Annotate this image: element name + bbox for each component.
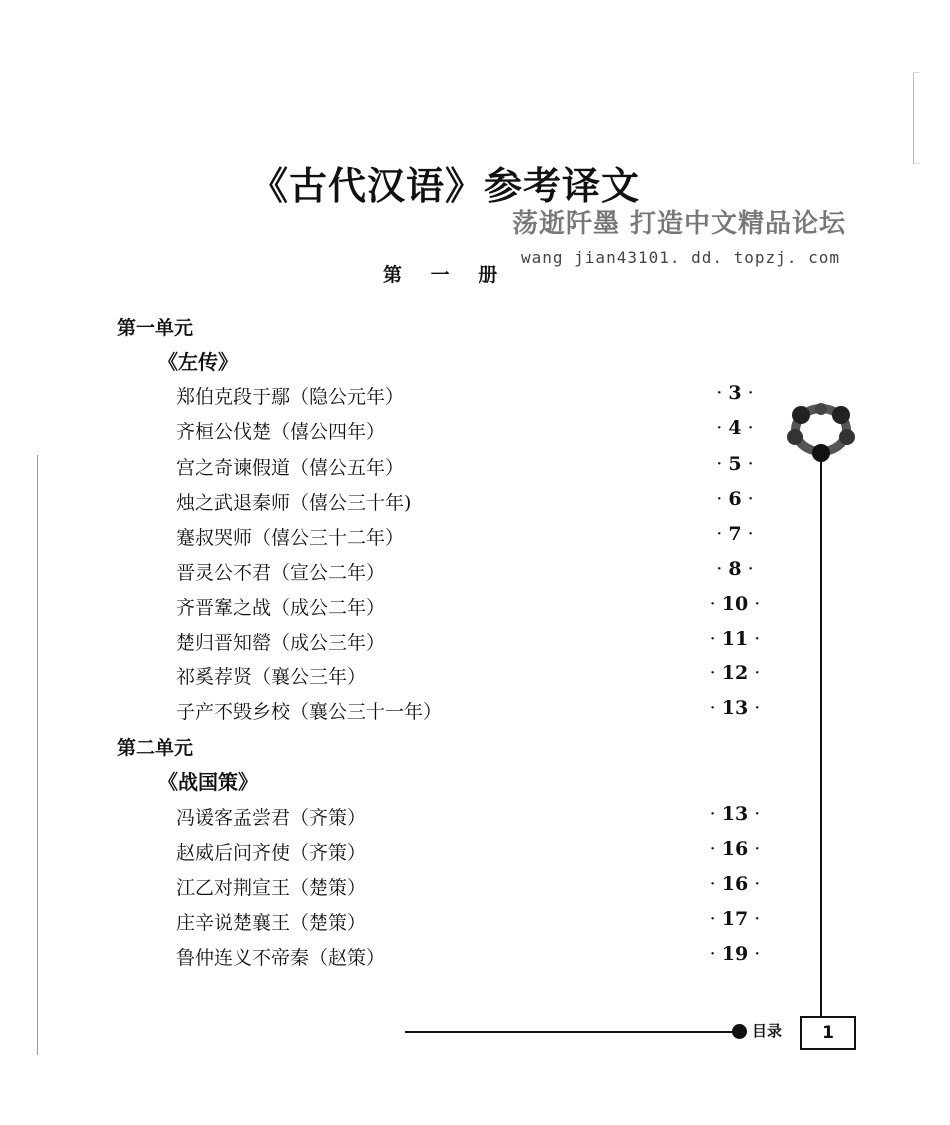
toc-entry-title: 烛之武退秦师（僖公三十年) <box>176 492 412 514</box>
footer-rule <box>405 1031 735 1033</box>
toc-entry-page: · 13 · <box>709 803 761 825</box>
toc-entry-title: 郑伯克段于鄢（隐公元年） <box>176 386 405 408</box>
toc-entry-page: · 8 · <box>716 558 754 580</box>
toc-entry-title: 祁奚荐贤（襄公三年） <box>176 666 367 688</box>
toc-entry-page: · 16 · <box>709 838 761 860</box>
toc-entry-page: · 6 · <box>716 488 754 510</box>
toc-entry-page: · 19 · <box>709 943 761 965</box>
book-heading: 《左传》 <box>158 350 238 374</box>
left-margin-line <box>37 455 38 1055</box>
toc-entry-title: 楚归晋知罃（成公三年） <box>176 632 386 654</box>
decorative-flower-ornament-icon <box>780 395 862 465</box>
watermark-line-1: 荡逝阡墨 打造中文精品论坛 <box>512 209 847 239</box>
bullet-dot-icon <box>732 1024 747 1039</box>
right-vertical-rule <box>820 440 822 1022</box>
toc-entry-title: 齐晋鞌之战（成公二年） <box>176 597 386 619</box>
toc-entry-page: · 4 · <box>716 417 754 439</box>
toc-entry-page: · 16 · <box>709 873 761 895</box>
watermark-line-2: wang jian43101. dd. topzj. com <box>521 248 840 267</box>
page-number-box: 1 <box>800 1016 856 1050</box>
toc-entry-title: 晋灵公不君（宣公二年） <box>176 562 386 584</box>
unit-heading: 第二单元 <box>117 737 194 759</box>
toc-entry-page: · 5 · <box>716 453 754 475</box>
toc-entry-page: · 7 · <box>716 523 754 545</box>
toc-entry-page: · 17 · <box>709 908 761 930</box>
toc-entry-title: 宫之奇谏假道（僖公五年） <box>176 457 405 479</box>
toc-entry-title: 赵威后问齐使（齐策） <box>176 842 367 864</box>
toc-entry-title: 蹇叔哭师（僖公三十二年） <box>176 527 405 549</box>
toc-entry-title: 齐桓公伐楚（僖公四年） <box>176 421 386 443</box>
book-heading: 《战国策》 <box>158 770 258 794</box>
toc-entry-title: 冯谖客孟尝君（齐策） <box>176 807 367 829</box>
scan-edge-artifact <box>913 72 920 164</box>
footer-section-label: 目录 <box>752 1022 783 1040</box>
toc-entry-page: · 3 · <box>716 382 754 404</box>
toc-entry-page: · 12 · <box>709 662 761 684</box>
toc-entry-title: 庄辛说楚襄王（楚策） <box>176 912 367 934</box>
toc-entry-title: 江乙对荆宣王（楚策） <box>176 877 367 899</box>
toc-entry-page: · 11 · <box>709 628 761 650</box>
toc-entry-title: 子产不毁乡校（襄公三十一年） <box>176 701 443 723</box>
unit-heading: 第一单元 <box>117 317 194 339</box>
toc-entry-page: · 10 · <box>709 593 761 615</box>
volume-label: 第 一 册 <box>383 264 498 286</box>
page-title: 《古代汉语》参考译文 <box>250 163 641 208</box>
toc-entry-title: 鲁仲连义不帝秦（赵策） <box>176 947 386 969</box>
toc-entry-page: · 13 · <box>709 697 761 719</box>
